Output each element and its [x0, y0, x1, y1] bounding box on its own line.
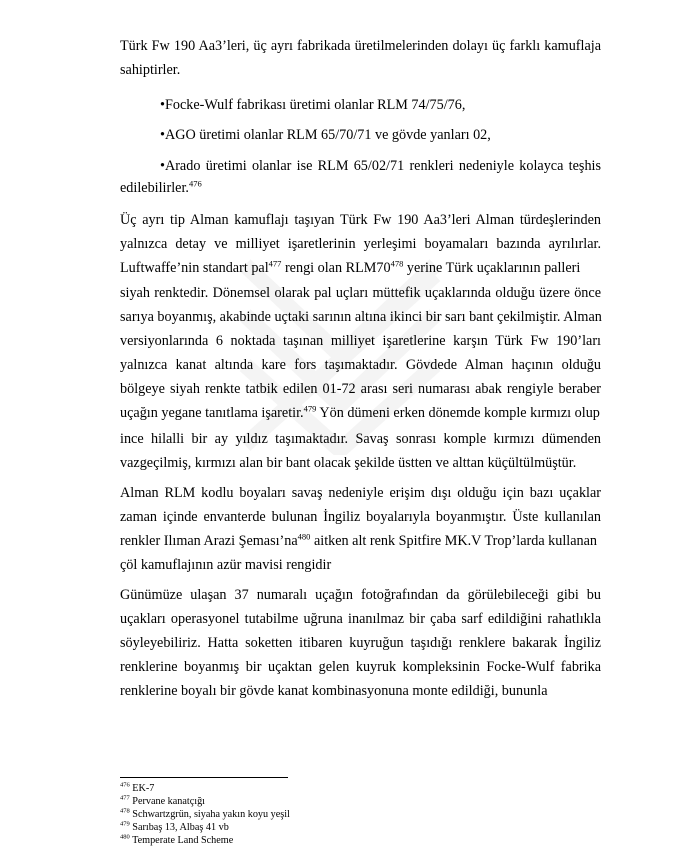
- line-text: renkler Ilıman Arazi Şeması’na: [120, 533, 298, 549]
- paragraph-2-line-10: ince hilalli bir ay yıldız taşımaktadır. Savaş sonrası komple kırmızı dümenden: [120, 431, 601, 447]
- paragraph-2-line-11: vazgeçilmiş, kırmızı alan bir bant olacak şekilde üstten ve alttan küçültülmüştür.: [120, 455, 577, 471]
- footnote-text: Schwartzgrün, siyaha yakın koyu yeşil: [132, 809, 290, 820]
- paragraph-1-last-line: [120, 179, 601, 197]
- footnote-477: [120, 796, 205, 808]
- paragraph-4-line-5: renklerine boyalı bir gövde kanat kombinasyonuna monte edildiği, bununla: [120, 683, 548, 699]
- footnote-ref: 477: [268, 258, 282, 269]
- footnote-ref: 479: [303, 403, 317, 414]
- paragraph-1-line-2: sahiptirler.: [120, 62, 181, 78]
- line-text: Luftwaffe’nin standart pal: [120, 260, 269, 276]
- paragraph-3-line-3: [120, 532, 601, 550]
- paragraph-2-line-1: Üç ayrı tip Alman kamuflajı taşıyan Türk Fw 190 Aa3’leri Alman türdeşlerinden: [120, 212, 601, 228]
- line-text: edilebilirler.: [120, 180, 189, 196]
- footnote-479: [120, 822, 229, 834]
- paragraph-2-line-6: versiyonlarında 6 noktada taşınan milliyet işaretlerine karşın Türk Fw 190’ları: [120, 333, 601, 349]
- footnote-text: Temperate Land Scheme: [132, 835, 234, 846]
- footnote-ref: 480: [297, 531, 311, 542]
- line-text: rengi olan RLM70: [281, 260, 391, 276]
- paragraph-3-line-2: zaman içinde envanterde bulunan İngiliz boyalarıyla boyanmıştır. Üste kullanılan: [120, 509, 601, 525]
- paragraph-2-line-8: bölgeye siyah renkte tatbik edilen 01-72 arası seri numarası abak rengiyle beraber: [120, 381, 601, 397]
- footnote-number: 478: [120, 807, 130, 815]
- footnote-476: [120, 783, 154, 795]
- footnote-ref: 478: [390, 258, 404, 269]
- paragraph-4-line-1: Günümüze ulaşan 37 numaralı uçağın fotoğrafından da görülebileceği gibi bu: [120, 587, 601, 603]
- paragraph-2-line-2: yalnızca detay ve milliyet işaretlerinin yerleşimi boyamaları bazında ayrılırlar.: [120, 236, 601, 252]
- footnote-text: Sarıbaş 13, Albaş 41 vb: [132, 822, 229, 833]
- paragraph-2-line-5: sarıya boyanmış, akabinde uçtaki sarının altına ikinci bir sarı bant çekilmiştir. Alman: [120, 309, 602, 325]
- footnote-number: 476: [120, 781, 130, 789]
- footnote-separator: [120, 777, 288, 778]
- bullet-focke-wulf: •Focke-Wulf fabrikası üretimi olanlar RLM 74/75/76,: [160, 97, 466, 113]
- paragraph-1-line-1: Türk Fw 190 Aa3’leri, üç ayrı fabrikada üretilmelerinden dolayı üç farklı kamuflaja: [120, 38, 601, 54]
- footnote-number: 479: [120, 820, 130, 828]
- line-text: Yön dümeni erken dönemde komple kırmızı olup: [316, 405, 600, 421]
- line-text: uçağın yegane tanıtlama işaretir.: [120, 405, 304, 421]
- paragraph-4-line-3: söyleyebiliriz. Hatta soketten itibaren kuyruğun taşıdığı renklere bakarak İngiliz: [120, 635, 601, 651]
- footnote-number: 477: [120, 794, 130, 802]
- paragraph-2-line-3: [120, 259, 601, 277]
- paragraph-4-line-2: uçakları operasyonel tutabilme uğruna inanılmaz bir çaba sarf edildiğini rahatlıkla: [120, 611, 601, 627]
- paragraph-2-line-7: yalnızca kanat altında kare fors taşımaktadır. Gövdede Alman haçının olduğu: [120, 357, 601, 373]
- paragraph-2-line-9: [120, 404, 601, 422]
- bullet-arado: •Arado üretimi olanlar ise RLM 65/02/71 renkleri nedeniyle kolayca teşhis: [160, 158, 601, 174]
- footnote-478: [120, 809, 290, 821]
- line-text: aitken alt renk Spitfire MK.V Trop’larda kullanan: [310, 533, 598, 549]
- paragraph-3-line-4: çöl kamuflajının azür mavisi rengidir: [120, 557, 332, 573]
- paragraph-4-line-4: renklerine boyanmış bir uçaktan gelen kuyruk kompleksinin Focke-Wulf fabrika: [120, 659, 601, 675]
- footnote-480: [120, 835, 233, 847]
- paragraph-2-line-4: siyah renktedir. Dönemsel olarak pal uçları müttefik uçaklarında olduğu üzere önce: [120, 285, 601, 301]
- footnote-text: Pervane kanatçığı: [132, 796, 205, 807]
- bullet-ago: •AGO üretimi olanlar RLM 65/70/71 ve gövde yanları 02,: [160, 127, 491, 143]
- line-text: yerine Türk uçaklarının palleri: [403, 260, 581, 276]
- paragraph-3-line-1: Alman RLM kodlu boyaları savaş nedeniyle erişim dışı olduğu için bazı uçaklar: [120, 485, 601, 501]
- footnote-number: 480: [120, 833, 130, 841]
- footnote-text: EK-7: [132, 783, 155, 794]
- footnote-ref: 476: [188, 178, 202, 189]
